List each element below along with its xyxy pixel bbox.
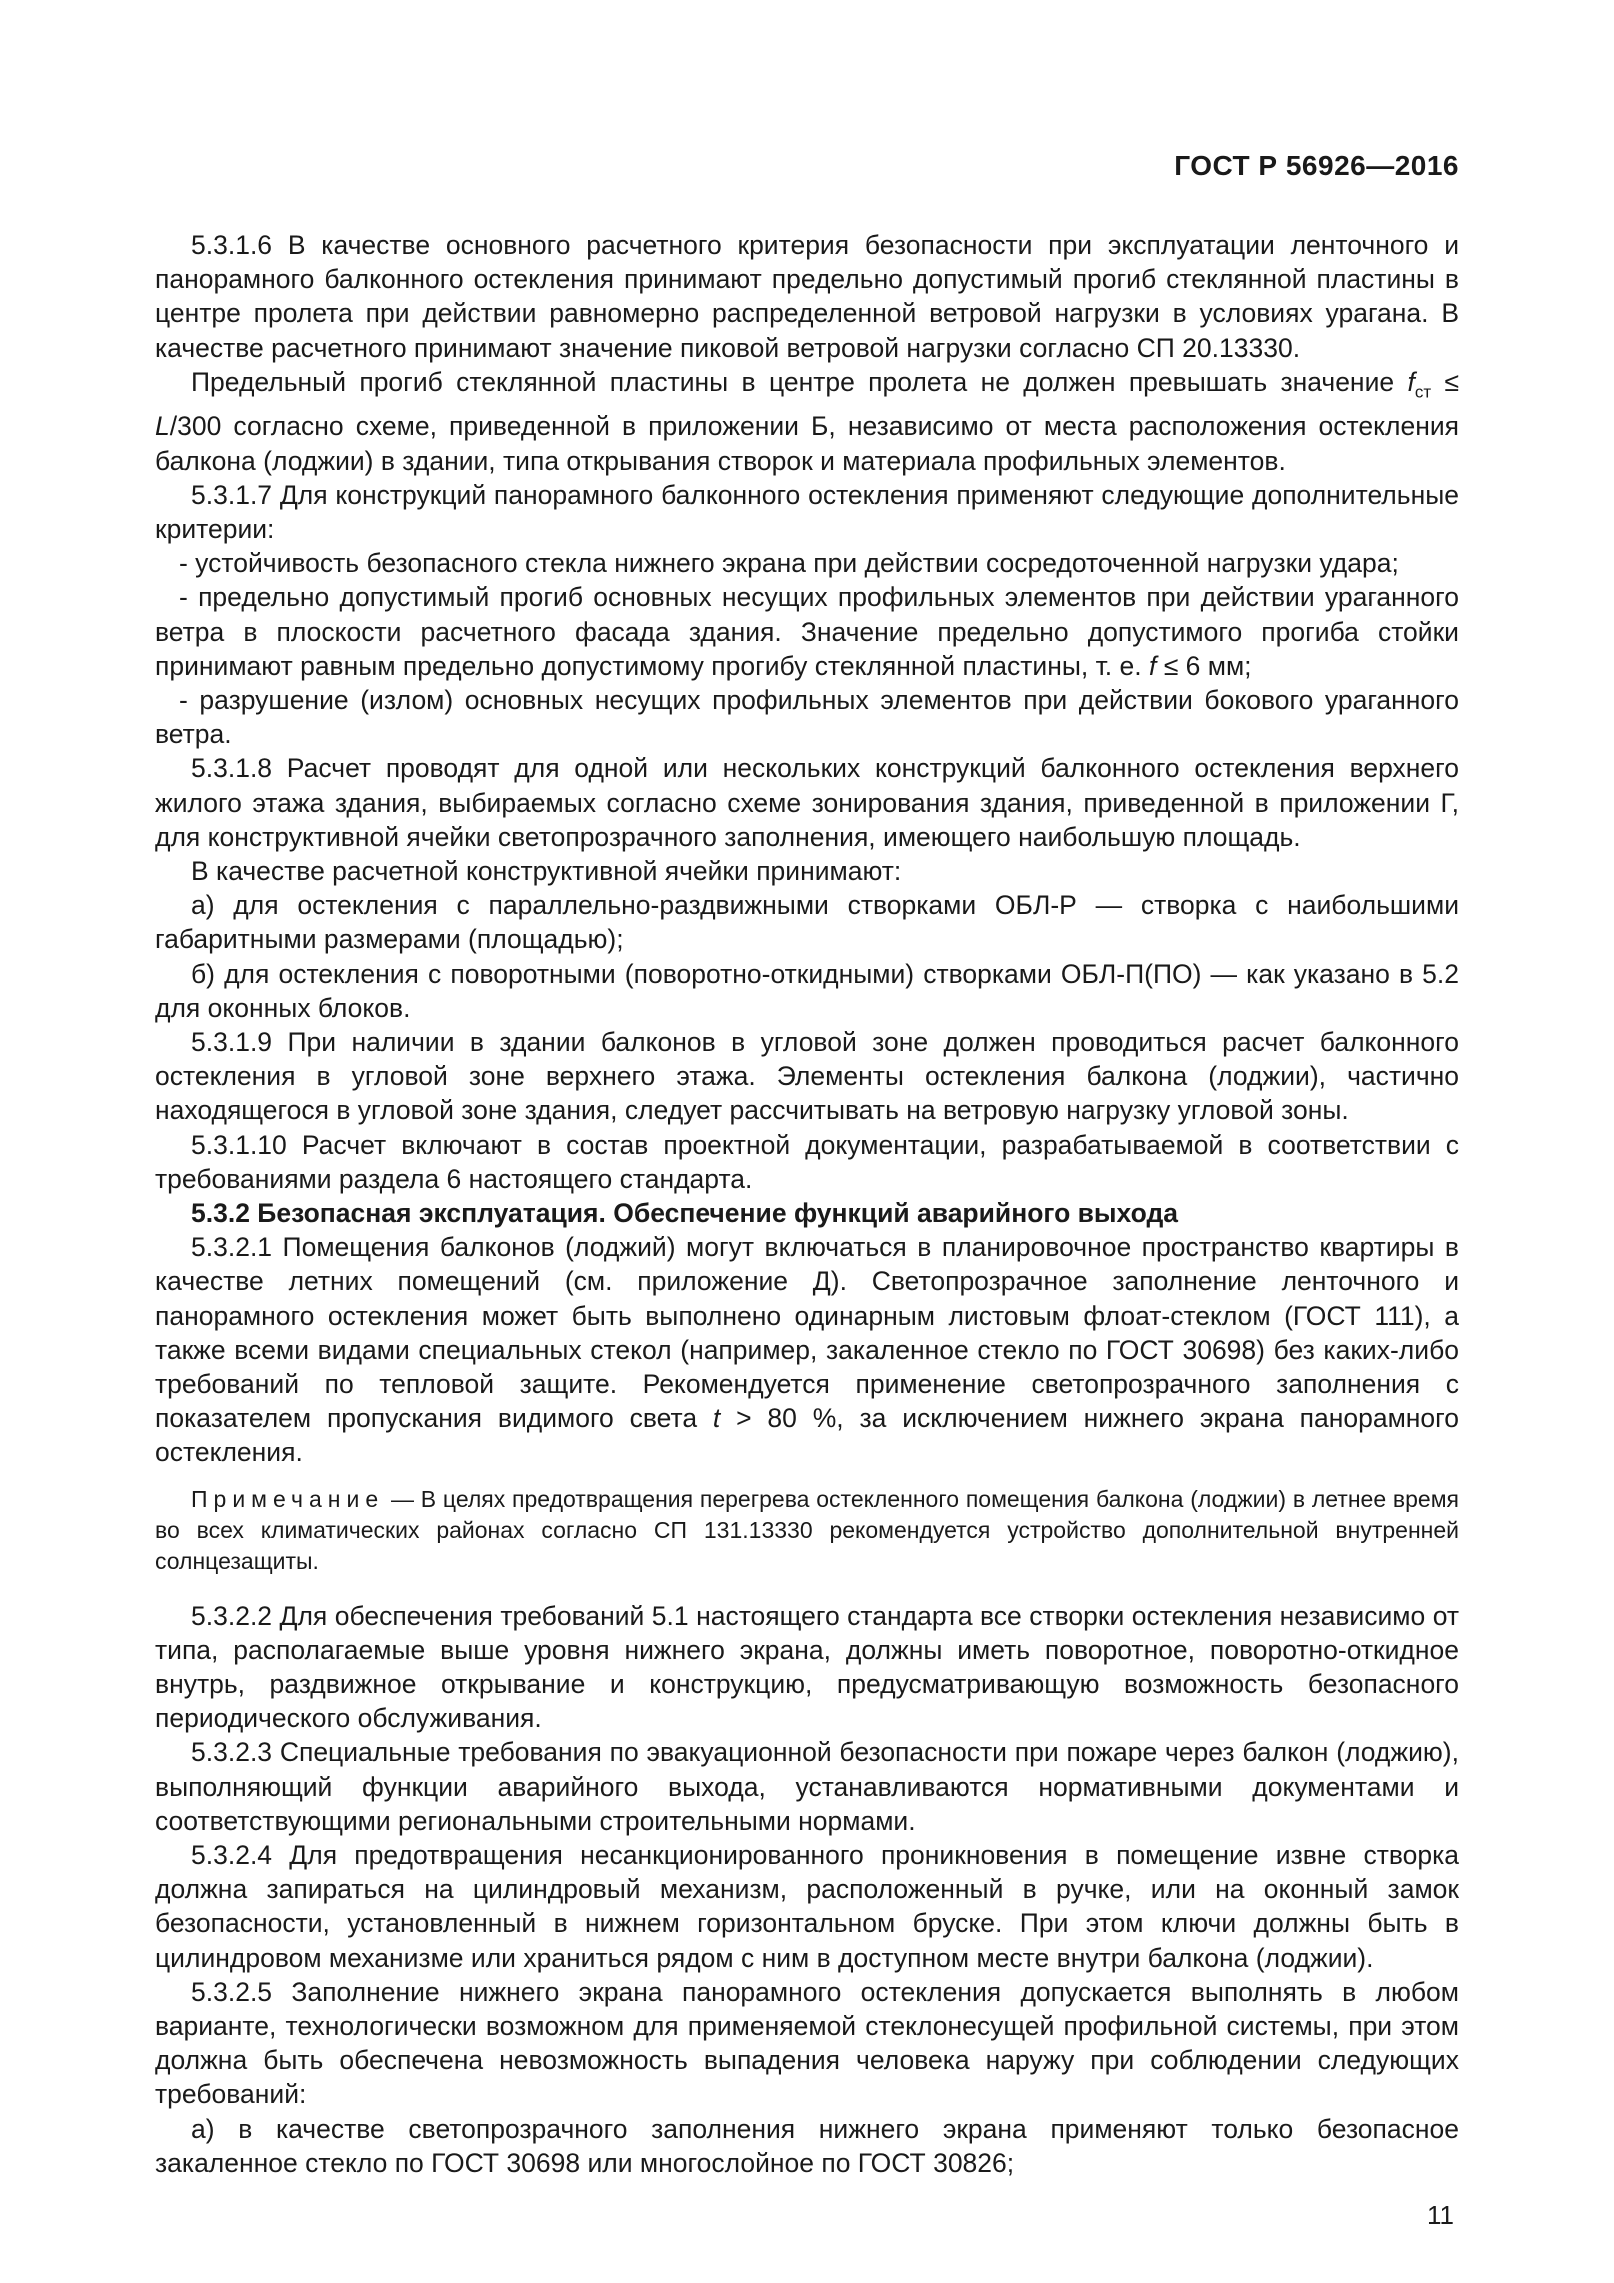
document-header: ГОСТ Р 56926—2016 xyxy=(1174,150,1459,181)
paragraph-5-3-1-7: 5.3.1.7 Для конструкций панорамного балконного остекления применяют следующие дополнительные критерии: xyxy=(155,479,1459,544)
document-body xyxy=(155,228,1459,2180)
paragraph-5-3-1-6: 5.3.1.6 В качестве основного расчетного критерия безопасности при эксплуатации ленточного и панорамного балконного остекления принимают предельно допустимый прогиб стеклянной пластины в центре пролета при действии равномерно распределенной ветровой нагрузки в условиях урагана. В качестве расчетного принимают значение пиковой ветровой нагрузки согласно СП 20.13330. xyxy=(155,230,1459,363)
note: Примечание — В целях предотвращения перегрева остекленного помещения балкона (лоджии) в летнее время во всех климатических районах согласно СП 131.13330 рекомендуется устройство дополнительной внутренней солнцезащиты. xyxy=(155,1485,1459,1574)
paragraph-deflection-limit: Предельный прогиб стеклянной пластины в центре пролета не должен превышать значение $f_{ст} \le L/300$ согласно схеме, приведенной в приложении Б, независимо от места расположения остекления балкона (лоджии) в здании, типа открывания створок и материала профильных элементов. xyxy=(155,366,1459,476)
paragraph-5-3-2-3: 5.3.2.3 Специальные требования по эвакуационной безопасности при пожаре через балкон (лоджию), выполняющий функции аварийного выхода, устанавливаются нормативными документами и соответствующими региональными строительными нормами. xyxy=(155,1737,1459,1836)
paragraph-5-3-2-4: 5.3.2.4 Для предотвращения несанкционированного проникновения в помещение извне створка должна запираться на цилиндровый механизм, расположенный в ручке, или на оконный замок безопасности, установленный в нижнем горизонтальном бруске. При этом ключи должны быть в цилиндровом механизме или храниться рядом с ним в доступном месте внутри балкона (лоджии). xyxy=(155,1840,1459,1973)
list-item: а) в качестве светопрозрачного заполнения нижнего экрана применяют только безопасное закаленное стекло по ГОСТ 30698 или многослойное по ГОСТ 30826; xyxy=(155,2113,1459,2178)
page-number: 11 xyxy=(1427,2200,1454,2230)
paragraph-5-3-2-2: 5.3.2.2 Для обеспечения требований 5.1 настоящего стандарта все створки остекления независимо от типа, располагаемые выше уровня нижнего экрана, должны иметь поворотное, поворотно-откидное внутрь, раздвижное открывание и конструкцию, предусматривающую возможность безопасного периодического обслуживания. xyxy=(155,1600,1459,1734)
paragraph-5-3-1-9: 5.3.1.9 При наличии в здании балконов в угловой зоне должен проводиться расчет балконного остекления в угловой зоне верхнего этажа. Элементы остекления балкона (лоджии), частично находящегося в угловой зоне здания, следует рассчитывать на ветровую нагрузку угловой зоны. xyxy=(155,1026,1459,1126)
list-item: - устойчивость безопасного стекла нижнего экрана при действии сосредоточенной нагрузки удара; xyxy=(179,548,1399,579)
note-label: Примечание xyxy=(191,1485,385,1512)
list-item: - предельно допустимый прогиб основных несущих профильных элементов при действии ураганного ветра в плоскости расчетного фасада здания. Значение предельно допустимого прогиба стойки принимают равным предельно допустимому прогибу стеклянной пластины, т. е. f ≤ 6 мм; xyxy=(155,582,1459,681)
list-item: а) для остекления с параллельно-раздвижными створками ОБЛ-Р — створка с наибольшими габаритными размерами (площадью); xyxy=(155,890,1459,955)
list-item: - разрушение (излом) основных несущих профильных элементов при действии бокового ураганного ветра. xyxy=(155,684,1459,750)
section-heading-5-3-2: 5.3.2 Безопасная эксплуатация. Обеспечение функций аварийного выхода xyxy=(191,1197,1179,1228)
list-item: б) для остекления с поворотными (поворотно-откидными) створками ОБЛ-П(ПО) — как указано в 5.2 для оконных блоков. xyxy=(155,958,1459,1023)
paragraph-5-3-2-1: 5.3.2.1 Помещения балконов (лоджий) могут включаться в планировочное пространство квартиры в качестве летних помещений (см. приложение Д). Светопрозрачное заполнение ленточного и панорамного остекления может быть выполнено одинарным листовым флоат-стеклом (ГОСТ 111), а также всеми видами специальных стекол (например, закаленное стекло по ГОСТ 30698) без каких-либо требований по тепловой защите. Рекомендуется применение светопрозрачного заполнения с показателем пропускания видимого света t > 80 %, за исключением нижнего экрана панорамного остекления. xyxy=(155,1232,1459,1468)
paragraph-5-3-1-10: 5.3.1.10 Расчет включают в состав проектной документации, разрабатываемой в соответствии с требованиями раздела 6 настоящего стандарта. xyxy=(155,1129,1459,1194)
paragraph-5-3-1-8: 5.3.1.8 Расчет проводят для одной или нескольких конструкций балконного остекления верхнего жилого этажа здания, выбираемых согласно схеме зонирования здания, приведенной в приложении Г, для конструктивной ячейки светопрозрачного заполнения, имеющего наибольшую площадь. xyxy=(155,753,1459,852)
paragraph-cell-intro: В качестве расчетной конструктивной ячейки принимают: xyxy=(191,855,902,886)
paragraph-5-3-2-5: 5.3.2.5 Заполнение нижнего экрана панорамного остекления допускается выполнять в любом варианте, технологически возможном для применяемой стеклонесущей профильной системы, при этом должна быть обеспечена невозможность выпадения человека наружу при соблюдении следующих требований: xyxy=(155,1976,1459,2110)
